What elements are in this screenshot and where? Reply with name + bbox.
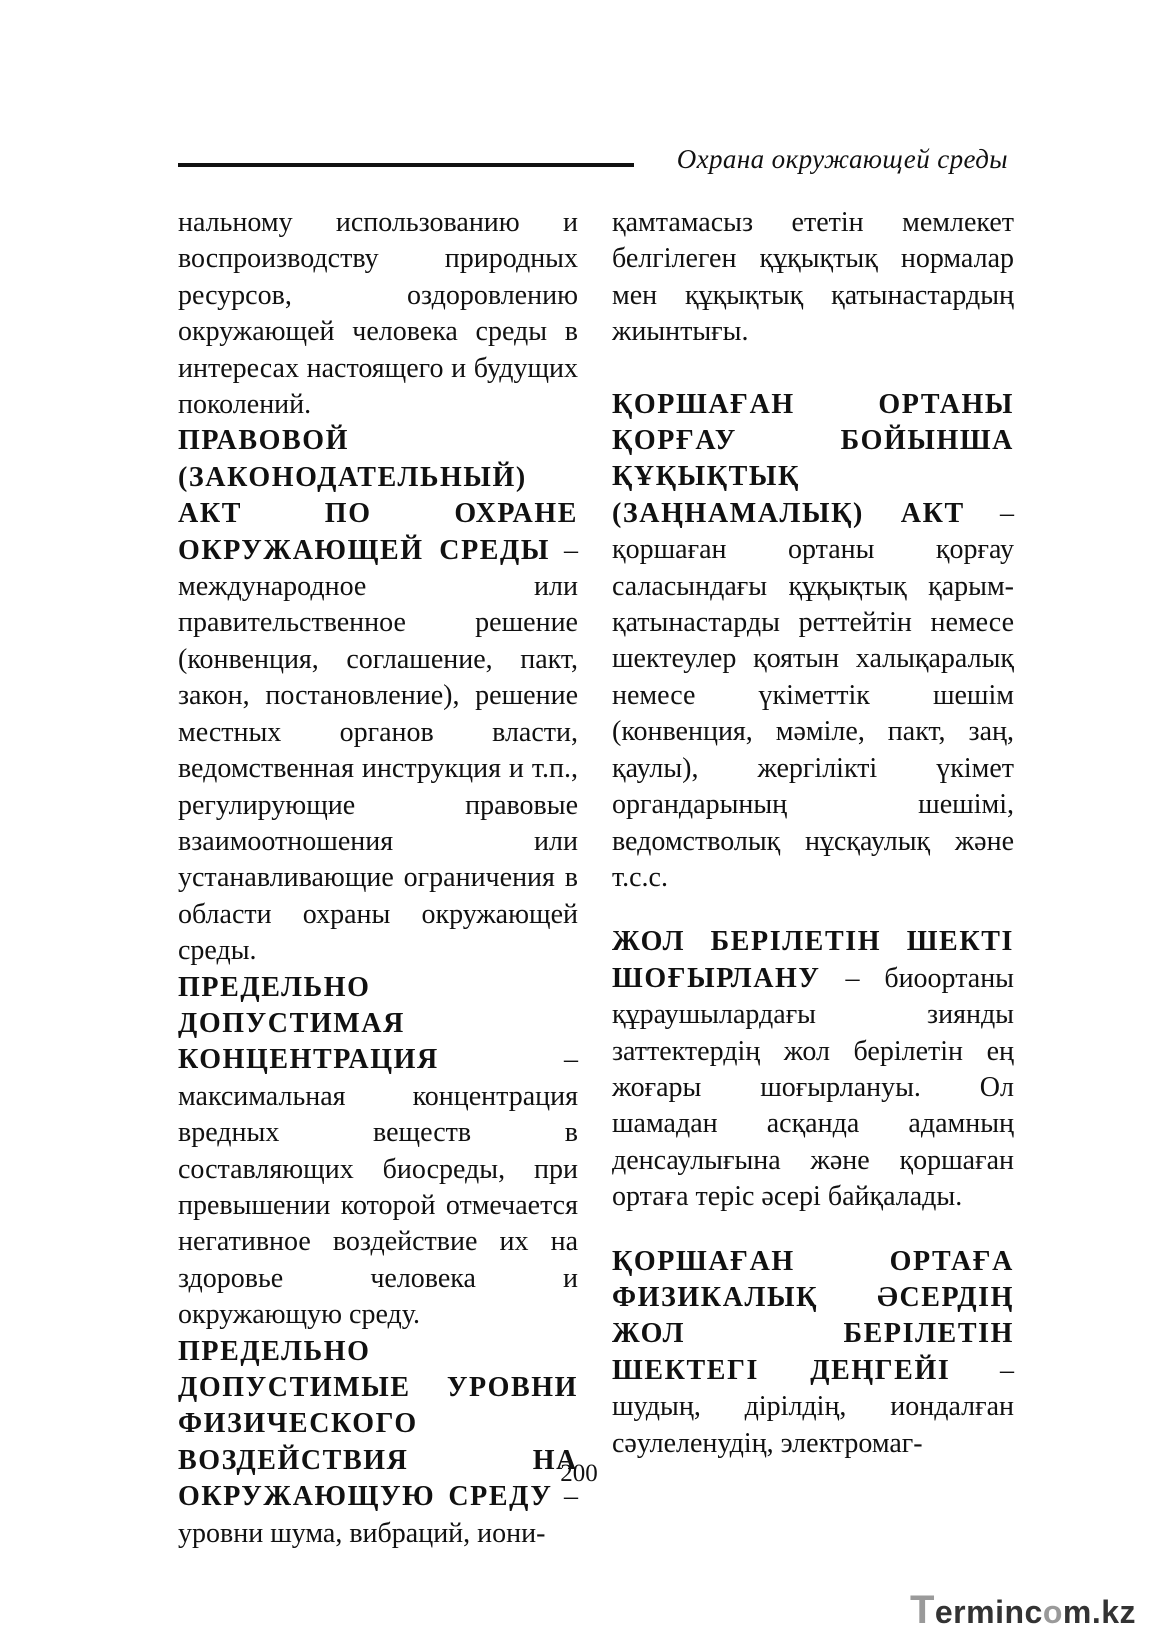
entry-definition: – биоортаны құраушылардағы зиянды заттектердің жол берілетін ең жоғары шоғырлануы. Ол шамадан асқанда адамның денсаулығына және қоршаған ортаға теріс әсері байқалады. (612, 962, 1014, 1213)
entry-term: ЖОЛ БЕРІЛЕТІН ШЕКТІ ШОҒЫРЛАНУ (612, 926, 1014, 994)
continuation-text: нальному использованию и воспроизводству природных ресурсов, оздоровлению окружающей человека среды в интересах настоящего и будущих поколений. (178, 207, 578, 421)
glossary-entry (178, 423, 578, 969)
watermark-text: erminc (934, 1594, 1043, 1630)
continuation-text: қамтамасыз ететін мемлекет белгілеген құқықтық нормалар мен құқықтық қатынастардың жиынтығы. (612, 207, 1014, 348)
glossary-entry (612, 1244, 1014, 1462)
entry-term: ҚОРШАҒАН ОРТАҒА ФИЗИКАЛЫҚ ӘСЕРДІҢ ЖОЛ БЕРІЛЕТІН ШЕКТЕГІ ДЕҢГЕЙІ (612, 1245, 1014, 1386)
watermark-text: m.kz (1062, 1594, 1136, 1630)
entry-term: ҚОРШАҒАН ОРТАНЫ ҚОРҒАУ БОЙЫНША ҚҰҚЫҚТЫҚ (ЗАҢНАМАЛЫҚ) АКТ (612, 388, 1014, 529)
glossary-entry (612, 924, 1014, 1215)
entry-term: ПРЕДЕЛЬНО ДОПУСТИМАЯ КОНЦЕНТРАЦИЯ (178, 971, 439, 1076)
running-title: Охрана окружающей среды (676, 144, 1008, 174)
watermark-letter: T (909, 1588, 935, 1632)
header-rule (178, 163, 634, 167)
entry-term: ПРАВОВОЙ (ЗАКОНОДАТЕЛЬНЫЙ) АКТ ПО ОХРАНЕ ОКРУЖАЮЩЕЙ СРЕДЫ (178, 425, 578, 566)
entry-term: ПРЕДЕЛЬНО ДОПУСТИМЫЕ УРОВНИ ФИЗИЧЕСКОГО ВОЗДЕЙСТВИЯ НА ОКРУЖАЮЩУЮ СРЕДУ (178, 1335, 578, 1513)
watermark-letter: o (1042, 1594, 1063, 1630)
site-watermark (910, 1588, 1136, 1633)
right-column (612, 205, 1014, 1462)
entry-definition: – уровни шума, вибраций, иони- (178, 1481, 578, 1549)
page-number: 200 (560, 1460, 598, 1487)
entry-definition: – максимальная концентрация вредных веществ в составляющих биосреды, при превышении которой отмечается негативное воздействие их на здоровье человека и окружающую среду. (178, 1044, 578, 1331)
entry-definition: – международное или правительственное решение (конвенция, соглашение, пакт, закон, постановление), решение местных органов власти, ведомственная инструкция и т.п., регулирующие правовые взаимоотношения или устанавливающие ограничения в области охраны окружающей среды. (178, 534, 578, 967)
entry-definition: – шудың, дірілдің, иондалған сәулеленудің, электромаг- (612, 1354, 1014, 1459)
glossary-entry (178, 970, 578, 1334)
left-column (178, 205, 578, 1552)
glossary-entry (178, 1334, 578, 1552)
glossary-entry (612, 387, 1014, 897)
entry-definition: – қоршаған ортаны қорғау саласындағы құқықтық қарым-қатынастарды реттейтін немесе шектеулер қоятын халықаралық немесе үкіметтік шешім (конвенция, мәміле, пакт, заң, қаулы), жергілікті үкімет органдарының шешімі, ведомстволық нұсқаулық және т.с.с. (612, 497, 1014, 893)
